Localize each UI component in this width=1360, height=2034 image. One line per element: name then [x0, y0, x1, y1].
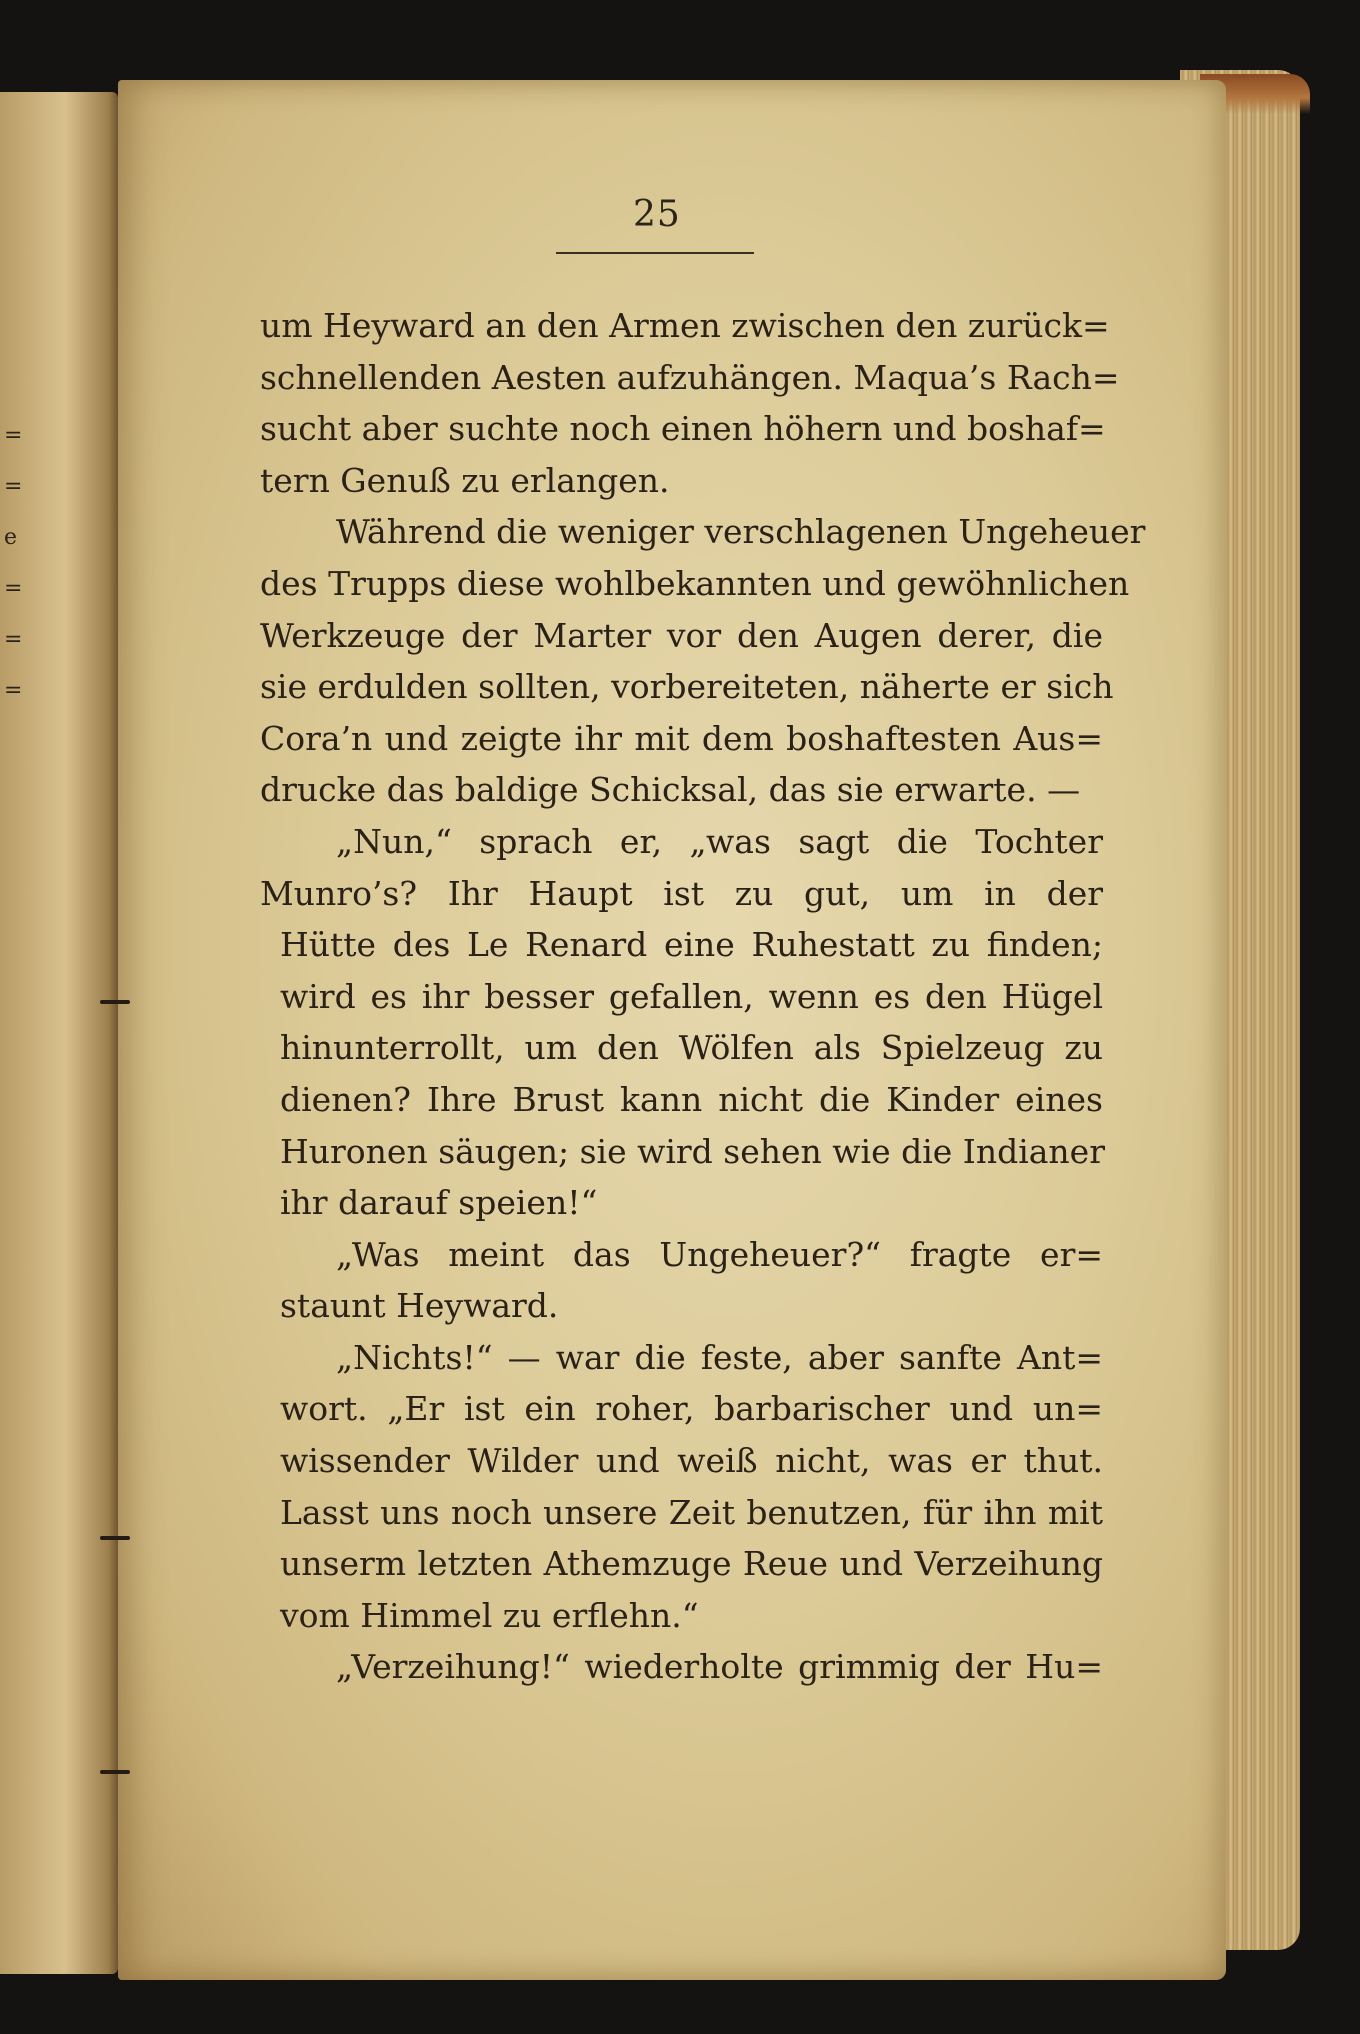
margin-mark [100, 1536, 130, 1540]
left-page-margin-marks [4, 410, 24, 716]
text-line: Hütte des Le Renard eine Ruhestatt zu finden; [280, 925, 1103, 965]
page-number: 25 [633, 194, 681, 235]
text-line: „Nun,“ sprach er, „was sagt die Tochter [336, 821, 1103, 861]
text-line: Werkzeuge der Marter vor den Augen derer, die [260, 615, 1103, 655]
left-mark: = [4, 474, 23, 499]
text-line: „Was meint das Ungeheuer?“ fragte er= [336, 1234, 1103, 1274]
text-line: sie erdulden sollten, vorbereiteten, näherte er sich [260, 667, 1114, 707]
text-line: drucke das baldige Schicksal, das sie erwarte. — [260, 770, 1081, 810]
text-line: vom Himmel zu erflehn.“ [280, 1595, 699, 1635]
left-mark: = [4, 576, 23, 601]
left-mark: = [4, 423, 23, 448]
text-line: Huronen säugen; sie wird sehen wie die Indianer [280, 1131, 1105, 1171]
text-line: Während die weniger verschlagenen Ungeheuer [336, 512, 1146, 552]
text-line: hinunterrollt, um den Wölfen als Spielzeug zu [280, 1028, 1103, 1068]
text-line: wort. „Er ist ein roher, barbarischer und un= [280, 1389, 1103, 1429]
left-page-edge [0, 92, 118, 1974]
text-line: dienen? Ihre Brust kann nicht die Kinder eines [280, 1079, 1103, 1119]
margin-mark [100, 1000, 130, 1004]
text-line: Munro’s? Ihr Haupt ist zu gut, um in der [260, 873, 1103, 913]
text-line: „Verzeihung!“ wiederholte grimmig der Hu= [336, 1647, 1103, 1687]
header-rule [556, 252, 754, 254]
text-line: schnellenden Aesten aufzuhängen. Maqua’s Rach= [260, 357, 1120, 397]
text-line: des Trupps diese wohlbekannten und gewöhnlichen [260, 563, 1130, 603]
text-line: um Heyward an den Armen zwischen den zurück= [260, 306, 1110, 345]
text-line: sucht aber suchte noch einen höhern und boshaf= [260, 409, 1106, 449]
body-text [260, 300, 1146, 1693]
text-line: Lasst uns noch unsere Zeit benutzen, für ihn mit [280, 1492, 1103, 1532]
left-mark: = [4, 678, 23, 703]
text-line: wissender Wilder und weiß nicht, was er thut. [280, 1441, 1103, 1481]
left-mark: e [4, 525, 18, 550]
margin-mark [100, 1770, 130, 1774]
text-line: tern Genuß zu erlangen. [260, 460, 670, 500]
text-line: Cora’n und zeigte ihr mit dem boshaftesten Aus= [260, 718, 1103, 758]
left-mark: = [4, 627, 23, 652]
text-line: ihr darauf speien!“ [280, 1183, 598, 1223]
text-line: staunt Heyward. [280, 1286, 559, 1326]
text-line: „Nichts!“ — war die feste, aber sanfte Ant= [336, 1337, 1103, 1377]
text-line: wird es ihr besser gefallen, wenn es den Hügel [280, 976, 1103, 1016]
text-line: unserm letzten Athemzuge Reue und Verzeihung [280, 1544, 1103, 1584]
